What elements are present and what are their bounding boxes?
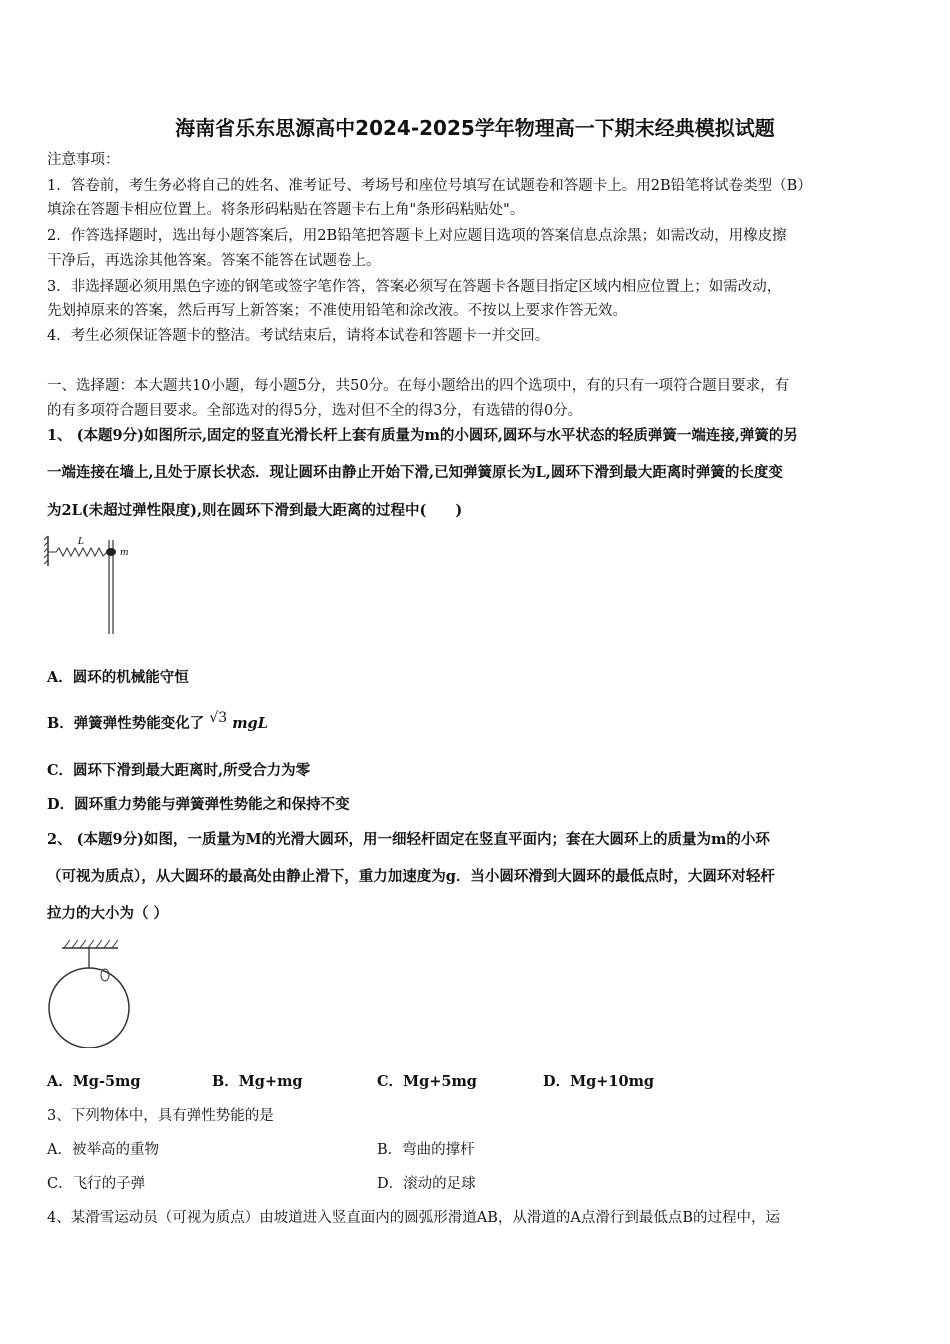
q1-stem: 为2L(未超过弹性限度),则在圆环下滑到最大距离的过程中( ) <box>47 502 463 519</box>
q1-option-c: C．圆环下滑到最大距离时,所受合力为零 <box>47 762 311 779</box>
q2-option-a: A．Mg-5mg <box>47 1073 141 1090</box>
q1-stem: 1、 (本题9分)如图所示,固定的竖直光滑长杆上套有质量为m的小圆环,圆环与水平状态的轻质弹簧一端连接,弹簧的另 <box>47 427 798 444</box>
spring-rod-figure <box>44 532 144 638</box>
q2-option-d: D．Mg+10mg <box>543 1073 655 1090</box>
length-label: L <box>78 537 84 547</box>
q3-option-a: A．被举高的重物 <box>47 1142 159 1158</box>
q2-stem: 拉力的大小为（ ） <box>47 905 169 922</box>
ring-figure <box>44 936 134 1048</box>
sqrt-three: √3 <box>209 710 228 726</box>
notice-line: 1．答卷前，考生务必将自己的姓名、准考证号、考场号和座位号填写在试题卷和答题卡上。用2B铅笔将试卷类型（B） <box>47 178 812 194</box>
q3-option-d: D．滚动的足球 <box>377 1176 476 1192</box>
section-instructions: 的有多项符合题目要求。全部选对的得5分，选对但不全的得3分，有选错的得0分。 <box>47 403 583 419</box>
notice-heading: 注意事项： <box>47 152 120 168</box>
q2-stem: 2、 (本题9分)如图，一质量为M的光滑大圆环，用一细轻杆固定在竖直平面内；套在大圆环上的质量为m的小环 <box>47 831 770 848</box>
page-title: 海南省乐东思源高中2024-2025学年物理高一下期末经典模拟试题 <box>175 116 775 140</box>
notice-line: 先划掉原来的答案，然后再写上新答案；不准使用铅笔和涂改液。不按以上要求作答无效。 <box>47 303 627 319</box>
notice-line: 3．非选择题必须用黑色字迹的钢笔或签字笔作答，答案必须写在答题卡各题目指定区域内相应位置上；如需改动， <box>47 279 782 295</box>
q4-stem: 4、某滑雪运动员（可视为质点）由坡道进入竖直面内的圆弧形滑道AB，从滑道的A点滑行到最低点B的过程中，运 <box>47 1210 780 1226</box>
q2-option-b: B．Mg+mg <box>212 1073 303 1090</box>
q2-stem: （可视为质点），从大圆环的最高处由静止滑下，重力加速度为g．当小圆环滑到大圆环的最低点时，大圆环对轻杆 <box>47 868 775 885</box>
notice-line: 2．作答选择题时，选出每小题答案后，用2B铅笔把答题卡上对应题目选项的答案信息点涂黑；如需改动，用橡皮擦 <box>47 228 787 244</box>
notice-line: 填涂在答题卡相应位置上。将条形码粘贴在答题卡右上角"条形码粘贴处"。 <box>47 202 525 218</box>
q1-option-b-expr: mgL <box>232 715 268 732</box>
q1-stem: 一端连接在墙上,且处于原长状态．现让圆环由静止开始下滑,已知弹簧原长为L,圆环下滑到最大距离时弹簧的长度变 <box>47 464 783 481</box>
section-instructions: 一、选择题：本大题共10小题，每小题5分，共50分。在每小题给出的四个选项中，有的只有一项符合题目要求，有 <box>47 378 790 394</box>
q1-option-a: A．圆环的机械能守恒 <box>47 669 189 686</box>
q1-option-b-text: B．弹簧弹性势能变化了 <box>47 715 205 732</box>
q3-stem: 3、下列物体中，具有弹性势能的是 <box>47 1108 274 1124</box>
notice-line: 4．考生必须保证答题卡的整洁。考试结束后，请将本试卷和答题卡一并交回。 <box>47 328 550 344</box>
q1-option-b <box>47 710 909 734</box>
mass-label: m <box>120 548 129 558</box>
notice-line: 干净后，再选涂其他答案。答案不能答在试题卷上。 <box>47 253 381 269</box>
q3-option-b: B．弯曲的撑杆 <box>377 1142 475 1158</box>
q2-option-c: C．Mg+5mg <box>377 1073 477 1090</box>
q1-option-d: D．圆环重力势能与弹簧弹性势能之和保持不变 <box>47 796 350 813</box>
q3-option-c: C．飞行的子弹 <box>47 1176 146 1192</box>
